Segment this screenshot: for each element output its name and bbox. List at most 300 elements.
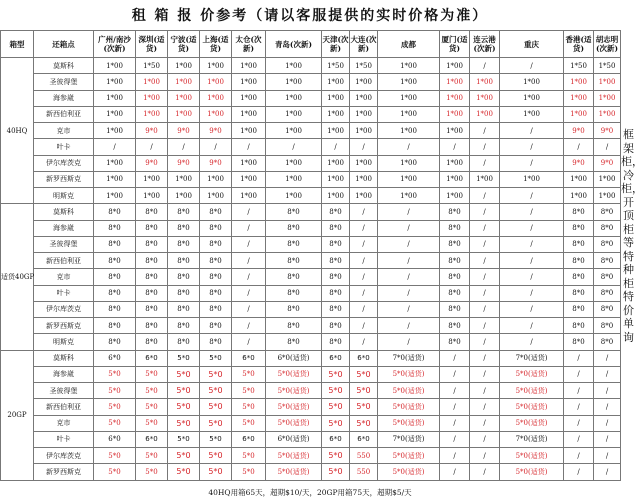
table-row [1, 269, 621, 285]
table-body [1, 58, 621, 481]
price-cell: 6*0(适货) [266, 431, 322, 447]
price-table [0, 30, 621, 481]
price-cell: 8*0 [266, 253, 322, 269]
price-cell: 5*0(适货) [500, 366, 564, 382]
price-cell: 8*0 [168, 301, 200, 317]
price-cell: 1*50 [322, 58, 350, 74]
price-cell: 8*0 [94, 220, 136, 236]
price-cell: / [322, 139, 350, 155]
price-cell: 1*00 [500, 106, 564, 122]
price-cell: / [350, 236, 378, 252]
price-cell: 1*00 [94, 106, 136, 122]
price-cell: 1*00 [440, 58, 470, 74]
price-cell: 5*0 [200, 415, 232, 431]
price-cell: / [232, 301, 266, 317]
price-cell: 5*0(适货) [266, 383, 322, 399]
price-cell: 5*0 [232, 415, 266, 431]
price-cell: 1*50 [564, 58, 594, 74]
price-cell: 5*0 [322, 464, 350, 480]
price-cell: 8*0 [564, 236, 594, 252]
price-cell: 5*0 [94, 383, 136, 399]
return-point-cell: 明斯克 [34, 188, 94, 204]
price-cell: 1*00 [266, 171, 322, 187]
price-cell: 1*00 [266, 123, 322, 139]
price-cell: 5*0(适货) [266, 366, 322, 382]
price-cell: / [470, 464, 500, 480]
return-point-cell: 新西伯利亚 [34, 106, 94, 122]
price-cell: 1*00 [564, 106, 594, 122]
price-cell: 8*0 [168, 253, 200, 269]
price-cell: 1*00 [500, 90, 564, 106]
price-cell: / [564, 431, 594, 447]
table-row [1, 415, 621, 431]
price-cell: 5*0(适货) [378, 383, 440, 399]
price-cell: 8*0 [266, 204, 322, 220]
price-cell: / [500, 334, 564, 350]
price-cell: 5*0(适货) [500, 415, 564, 431]
price-cell: 1*00 [470, 74, 500, 90]
price-cell: / [232, 236, 266, 252]
price-cell: / [594, 464, 621, 480]
column-header: 重庆 [500, 31, 564, 58]
price-cell: / [594, 399, 621, 415]
price-cell: 8*0 [200, 253, 232, 269]
price-cell: 9*0 [136, 123, 168, 139]
price-cell: 1*00 [564, 171, 594, 187]
price-cell: 6*0 [350, 431, 378, 447]
price-cell: 1*00 [168, 58, 200, 74]
price-cell: 8*0 [94, 285, 136, 301]
price-cell: / [470, 58, 500, 74]
price-cell: / [470, 318, 500, 334]
column-header: 香港(适货) [564, 31, 594, 58]
return-point-cell: 伊尔库茨克 [34, 448, 94, 464]
price-cell: / [470, 253, 500, 269]
price-cell: 1*00 [266, 74, 322, 90]
price-cell: / [564, 350, 594, 366]
price-cell: / [350, 204, 378, 220]
container-type-cell: 40HQ [1, 58, 34, 204]
return-point-cell: 莫斯科 [34, 204, 94, 220]
price-cell: / [500, 139, 564, 155]
price-cell: 1*00 [470, 171, 500, 187]
price-cell: 1*00 [322, 171, 350, 187]
price-cell: 5*0 [136, 415, 168, 431]
price-cell: 5*0 [322, 399, 350, 415]
table-row [1, 350, 621, 366]
price-cell: 8*0 [94, 334, 136, 350]
price-cell: 5*0 [136, 464, 168, 480]
price-cell: 1*00 [350, 171, 378, 187]
price-cell: 1*00 [350, 90, 378, 106]
price-cell: / [594, 431, 621, 447]
price-cell: 8*0 [136, 301, 168, 317]
price-cell: 6*0 [322, 431, 350, 447]
price-cell: / [500, 285, 564, 301]
price-cell: 5*0 [200, 464, 232, 480]
price-cell: 5*0(适货) [500, 464, 564, 480]
price-cell: 1*00 [168, 106, 200, 122]
table-row [1, 106, 621, 122]
price-cell: 8*0 [136, 334, 168, 350]
price-cell: 8*0 [168, 318, 200, 334]
price-cell: 5*0 [200, 448, 232, 464]
price-cell: / [594, 139, 621, 155]
price-cell: 1*00 [594, 171, 621, 187]
price-cell: 5*0 [94, 464, 136, 480]
price-cell: / [350, 139, 378, 155]
price-cell: 1*00 [594, 188, 621, 204]
price-cell: 8*0 [168, 269, 200, 285]
price-cell: / [350, 220, 378, 236]
price-cell: 8*0 [136, 204, 168, 220]
price-cell: / [232, 269, 266, 285]
price-cell: / [440, 415, 470, 431]
price-cell: 8*0 [168, 204, 200, 220]
price-cell: 8*0 [94, 253, 136, 269]
price-cell: 550 [350, 464, 378, 480]
price-cell: / [378, 269, 440, 285]
price-cell: 1*00 [564, 74, 594, 90]
price-cell: 9*0 [136, 155, 168, 171]
price-cell: 5*0(适货) [378, 448, 440, 464]
price-cell: / [440, 399, 470, 415]
price-cell: 1*00 [322, 188, 350, 204]
price-cell: / [564, 399, 594, 415]
price-cell: 5*0(适货) [500, 383, 564, 399]
price-cell: 1*00 [266, 188, 322, 204]
price-cell: 5*0 [168, 366, 200, 382]
price-cell: 1*00 [378, 74, 440, 90]
table-row [1, 383, 621, 399]
price-cell: 1*00 [378, 123, 440, 139]
column-header: 胡志明(次新) [594, 31, 621, 58]
price-cell: 6*0 [94, 431, 136, 447]
table-row [1, 334, 621, 350]
price-cell: 6*0 [322, 350, 350, 366]
price-cell: 5*0 [200, 350, 232, 366]
price-cell: / [470, 366, 500, 382]
price-cell: 5*0 [94, 366, 136, 382]
price-cell: 8*0 [594, 253, 621, 269]
return-point-cell: 圣彼得堡 [34, 383, 94, 399]
price-cell: / [168, 139, 200, 155]
price-cell: 1*00 [440, 123, 470, 139]
return-point-cell: 叶卡 [34, 139, 94, 155]
price-cell: / [440, 383, 470, 399]
price-cell: 5*0 [232, 399, 266, 415]
price-cell: / [470, 415, 500, 431]
price-cell: / [500, 123, 564, 139]
table-row [1, 464, 621, 480]
price-cell: 1*00 [350, 106, 378, 122]
price-cell: 7*0(适货) [378, 431, 440, 447]
price-cell: 5*0 [168, 399, 200, 415]
table-row [1, 171, 621, 187]
price-cell: 5*0 [168, 464, 200, 480]
price-cell: 1*00 [232, 188, 266, 204]
price-cell: 8*0 [564, 204, 594, 220]
price-cell: 1*00 [470, 90, 500, 106]
price-cell: 1*00 [232, 123, 266, 139]
price-cell: / [500, 253, 564, 269]
price-cell: / [500, 301, 564, 317]
return-point-cell: 海参崴 [34, 90, 94, 106]
column-header: 太仓(次新) [232, 31, 266, 58]
price-cell: / [564, 383, 594, 399]
price-cell: 8*0 [564, 220, 594, 236]
price-cell: 9*0 [200, 123, 232, 139]
price-cell: 1*00 [232, 90, 266, 106]
price-cell: 1*00 [200, 171, 232, 187]
price-cell: 8*0 [594, 220, 621, 236]
price-cell: 8*0 [136, 318, 168, 334]
price-cell: 6*0 [136, 431, 168, 447]
price-cell: 5*0 [232, 383, 266, 399]
price-cell: 1*00 [232, 58, 266, 74]
price-cell: 8*0 [440, 301, 470, 317]
price-cell: 8*0 [564, 334, 594, 350]
price-cell: / [232, 220, 266, 236]
price-cell: 8*0 [440, 269, 470, 285]
price-cell: 8*0 [200, 318, 232, 334]
price-cell: 8*0 [564, 285, 594, 301]
price-cell: 1*00 [94, 58, 136, 74]
column-header: 宁波(适货) [168, 31, 200, 58]
price-cell: / [564, 139, 594, 155]
return-point-cell: 叶卡 [34, 431, 94, 447]
price-cell: 5*0 [168, 431, 200, 447]
price-cell: 1*00 [200, 58, 232, 74]
price-cell: 9*0 [564, 155, 594, 171]
price-cell: 5*0 [200, 431, 232, 447]
column-header: 成都 [378, 31, 440, 58]
price-cell: 1*00 [564, 188, 594, 204]
price-cell: 1*00 [232, 74, 266, 90]
price-cell: 1*50 [594, 58, 621, 74]
price-cell: 1*00 [564, 90, 594, 106]
price-cell: 1*50 [350, 58, 378, 74]
price-cell: 1*00 [440, 171, 470, 187]
price-cell: 5*0 [168, 383, 200, 399]
container-type-cell: 20GP [1, 350, 34, 480]
price-cell: / [378, 285, 440, 301]
price-cell: / [470, 448, 500, 464]
price-cell: 1*00 [440, 90, 470, 106]
price-cell: 1*00 [440, 188, 470, 204]
return-point-cell: 克市 [34, 415, 94, 431]
return-point-cell: 克市 [34, 123, 94, 139]
price-cell: 5*0(适货) [266, 415, 322, 431]
price-cell: 5*0(适货) [266, 399, 322, 415]
table-row [1, 220, 621, 236]
price-cell: 8*0 [136, 253, 168, 269]
price-cell: 8*0 [440, 253, 470, 269]
price-cell: 8*0 [200, 269, 232, 285]
price-cell: 6*0 [350, 350, 378, 366]
price-cell: / [470, 285, 500, 301]
price-cell: 1*00 [266, 58, 322, 74]
price-cell: 1*50 [136, 58, 168, 74]
side-note: 框架柜，冷柜，开顶柜等特种柜特价单询 [621, 128, 643, 344]
price-cell: / [470, 220, 500, 236]
price-cell: 1*00 [136, 171, 168, 187]
price-cell: 8*0 [594, 334, 621, 350]
price-cell: 8*0 [200, 334, 232, 350]
price-cell: 7*0(适货) [500, 431, 564, 447]
price-cell: 8*0 [322, 204, 350, 220]
price-cell: 1*00 [200, 74, 232, 90]
price-cell: 8*0 [136, 269, 168, 285]
table-row [1, 253, 621, 269]
column-header: 广州/南沙(次新) [94, 31, 136, 58]
price-cell: 8*0 [94, 204, 136, 220]
price-cell: / [470, 399, 500, 415]
price-cell: 5*0 [136, 366, 168, 382]
price-cell: 8*0 [594, 204, 621, 220]
price-cell: 5*0(适货) [378, 399, 440, 415]
price-cell: 8*0 [564, 253, 594, 269]
price-cell: 1*00 [168, 74, 200, 90]
price-cell: 1*00 [440, 155, 470, 171]
price-cell: 8*0 [266, 236, 322, 252]
table-row [1, 366, 621, 382]
price-cell: 550 [350, 448, 378, 464]
price-cell: 8*0 [564, 269, 594, 285]
table-row [1, 399, 621, 415]
price-cell: 1*00 [200, 188, 232, 204]
price-cell: / [500, 318, 564, 334]
return-point-cell: 明斯克 [34, 334, 94, 350]
price-cell: 8*0 [594, 301, 621, 317]
price-cell: 1*00 [378, 155, 440, 171]
table-row [1, 155, 621, 171]
return-point-cell: 新西伯利亚 [34, 253, 94, 269]
price-cell: 5*0 [168, 415, 200, 431]
price-cell: 1*00 [322, 106, 350, 122]
container-type-cell: 适货40GP [1, 204, 34, 350]
price-cell: 1*00 [378, 106, 440, 122]
price-cell: / [470, 350, 500, 366]
price-cell: / [470, 155, 500, 171]
price-cell: 8*0 [266, 318, 322, 334]
return-point-cell: 伊尔库茨克 [34, 301, 94, 317]
price-cell: 8*0 [266, 269, 322, 285]
price-cell: 1*00 [500, 171, 564, 187]
price-cell: 5*0 [94, 399, 136, 415]
price-cell: / [350, 285, 378, 301]
price-cell: / [470, 269, 500, 285]
price-cell: 5*0 [200, 366, 232, 382]
price-cell: / [500, 220, 564, 236]
table-row [1, 139, 621, 155]
price-cell: 5*0(适货) [378, 415, 440, 431]
price-cell: / [500, 204, 564, 220]
price-cell: 8*0 [94, 301, 136, 317]
price-cell: 5*0 [168, 448, 200, 464]
price-cell: 1*00 [168, 90, 200, 106]
price-cell: / [594, 448, 621, 464]
price-cell: 8*0 [440, 285, 470, 301]
price-cell: 1*00 [200, 90, 232, 106]
price-cell: 1*00 [350, 188, 378, 204]
price-cell: / [564, 464, 594, 480]
price-cell: 8*0 [440, 318, 470, 334]
price-cell: 5*0(适货) [500, 399, 564, 415]
price-cell: 1*00 [322, 123, 350, 139]
price-cell: / [378, 318, 440, 334]
return-point-cell: 叶卡 [34, 285, 94, 301]
price-cell: 1*00 [378, 188, 440, 204]
price-cell: 1*00 [94, 74, 136, 90]
price-cell: 8*0 [594, 236, 621, 252]
price-cell: 8*0 [322, 301, 350, 317]
table-row [1, 123, 621, 139]
price-cell: / [350, 334, 378, 350]
price-cell: 5*0 [94, 448, 136, 464]
column-header: 大连(次新) [350, 31, 378, 58]
price-cell: / [470, 188, 500, 204]
table-row [1, 204, 621, 220]
price-cell: 6*0 [232, 431, 266, 447]
price-cell: 9*0 [200, 155, 232, 171]
price-cell: 8*0 [94, 236, 136, 252]
price-cell: 8*0 [94, 318, 136, 334]
price-cell: / [94, 139, 136, 155]
price-cell: 5*0 [232, 448, 266, 464]
footer-note: 40HQ用箱65天，超期$10/天，20GP用箱75天，超期$5/天 [208, 488, 412, 497]
price-cell: / [232, 318, 266, 334]
price-cell: 5*0(适货) [500, 448, 564, 464]
price-cell: 5*0 [136, 383, 168, 399]
price-cell: 5*0 [322, 366, 350, 382]
price-cell: / [470, 301, 500, 317]
price-cell: 5*0 [350, 383, 378, 399]
price-cell: / [232, 253, 266, 269]
price-cell: 8*0 [594, 318, 621, 334]
return-point-cell: 海参崴 [34, 366, 94, 382]
return-point-cell: 莫斯科 [34, 350, 94, 366]
price-cell: 5*0 [232, 464, 266, 480]
price-cell: 9*0 [168, 155, 200, 171]
price-cell: / [378, 334, 440, 350]
price-cell: / [232, 285, 266, 301]
price-cell: / [378, 204, 440, 220]
return-point-cell: 新罗西斯克 [34, 171, 94, 187]
price-cell: 1*00 [232, 171, 266, 187]
price-cell: 5*0 [232, 366, 266, 382]
price-cell: 8*0 [594, 269, 621, 285]
price-cell: 8*0 [168, 285, 200, 301]
price-cell: 1*00 [440, 74, 470, 90]
price-cell: 6*0 [232, 350, 266, 366]
price-cell: 5*0 [322, 448, 350, 464]
price-cell: 1*00 [94, 123, 136, 139]
price-cell: / [594, 350, 621, 366]
price-cell: / [594, 415, 621, 431]
price-cell: / [470, 383, 500, 399]
price-cell: / [266, 139, 322, 155]
price-cell: 1*00 [378, 90, 440, 106]
price-cell: / [350, 301, 378, 317]
table-row [1, 58, 621, 74]
price-cell: 8*0 [168, 334, 200, 350]
price-cell: / [378, 301, 440, 317]
price-cell: / [440, 366, 470, 382]
price-cell: 1*00 [266, 106, 322, 122]
price-cell: 9*0 [564, 123, 594, 139]
price-cell: / [500, 155, 564, 171]
